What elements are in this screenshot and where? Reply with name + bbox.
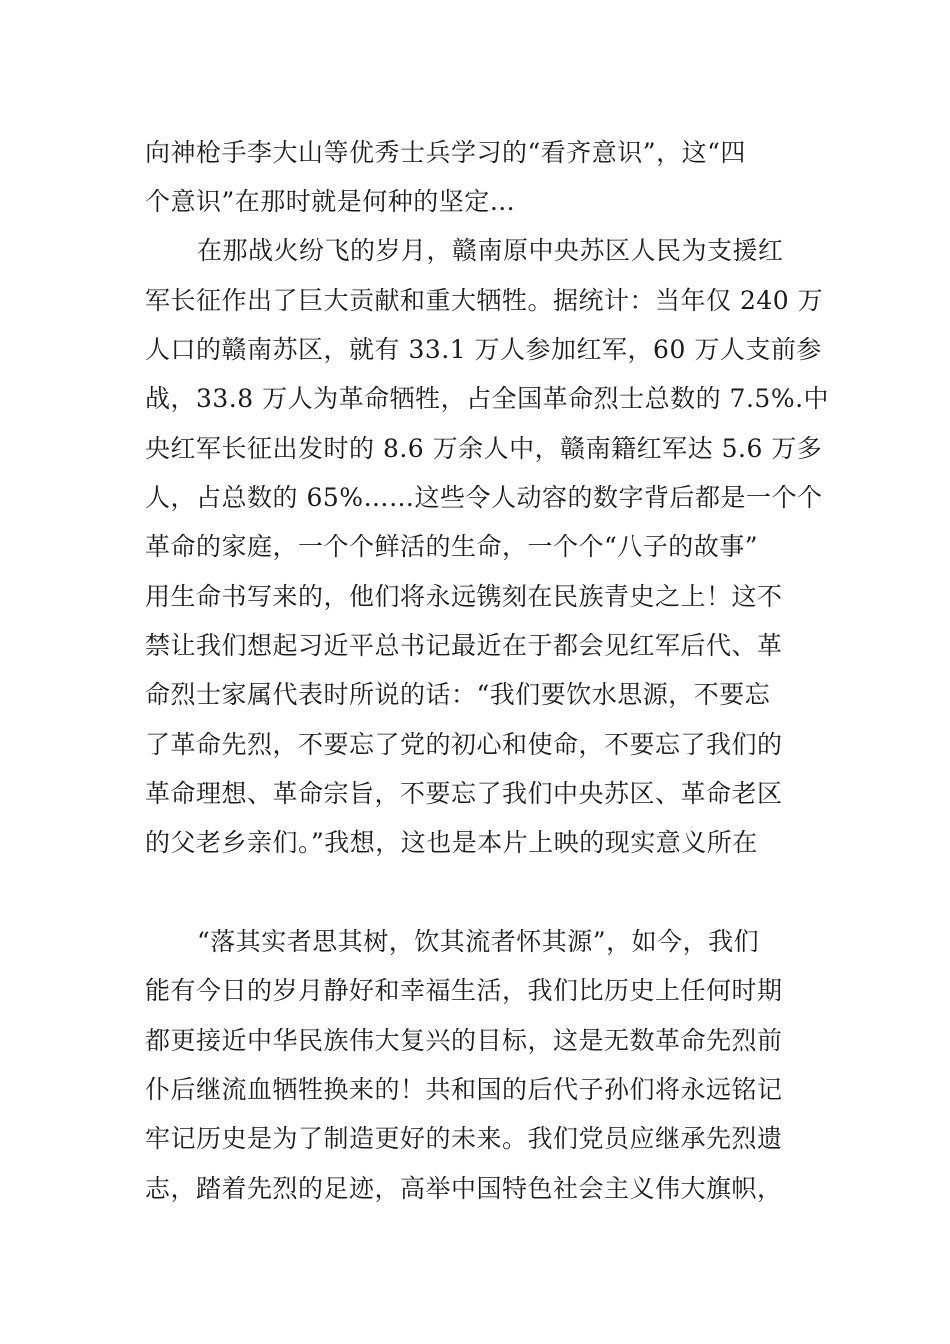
text-line: 革命的家庭，一个个鲜活的生命，一个个“八子的故事” bbox=[145, 532, 759, 561]
text-line: 了革命先烈，不要忘了党的初心和使命，不要忘了我们的 bbox=[145, 730, 783, 759]
text-line: 都更接近中华民族伟大复兴的目标，这是无数革命先烈前 bbox=[145, 1026, 783, 1055]
text-line: 命烈士家属代表时所说的话：“我们要饮水思源，不要忘 bbox=[145, 680, 771, 709]
text-line: 仆后继流血牺牲换来的！共和国的后代子孙们将永远铭记 bbox=[145, 1075, 783, 1104]
text-line: 在那战火纷飞的岁月，赣南原中央苏区人民为支援红 bbox=[197, 236, 784, 265]
text-line: 向神枪手李大山等优秀士兵学习的“看齐意识”，这“四 bbox=[145, 138, 746, 167]
text-line: 的父老乡亲们。”我想，这也是本片上映的现实意义所在 bbox=[145, 828, 758, 857]
text-line: 禁让我们想起习近平总书记最近在于都会见红军后代、革 bbox=[145, 631, 783, 660]
text-line: 军长征作出了巨大贡献和重大牺牲。据统计：当年仅 240 万 bbox=[145, 286, 824, 315]
text-line: 人，占总数的 65%……这些令人动容的数字背后都是一个个 bbox=[145, 483, 823, 512]
text-line: 革命理想、革命宗旨，不要忘了我们中央苏区、革命老区 bbox=[145, 779, 783, 808]
text-line: 个意识”在那时就是何种的坚定… bbox=[145, 187, 516, 216]
text-line: 用生命书写来的，他们将永远镌刻在民族青史之上！这不 bbox=[145, 582, 783, 611]
text-line: 人口的赣南苏区，就有 33.1 万人参加红军，60 万人支前参 bbox=[145, 335, 822, 364]
text-line: 志，踏着先烈的足迹，高举中国特色社会主义伟大旗帜， bbox=[145, 1174, 783, 1203]
text-line: 能有今日的岁月静好和幸福生活，我们比历史上任何时期 bbox=[145, 976, 783, 1005]
text-line: 央红军长征出发时的 8.6 万余人中，赣南籍红军达 5.6 万多 bbox=[145, 434, 823, 463]
text-line: 战，33.8 万人为革命牺牲，占全国革命烈士总数的 7.5%.中 bbox=[145, 384, 830, 413]
text-line: 牢记历史是为了制造更好的未来。我们党员应继承先烈遗 bbox=[145, 1124, 783, 1153]
text-line: “落其实者思其树，饮其流者怀其源”，如今，我们 bbox=[197, 927, 760, 956]
